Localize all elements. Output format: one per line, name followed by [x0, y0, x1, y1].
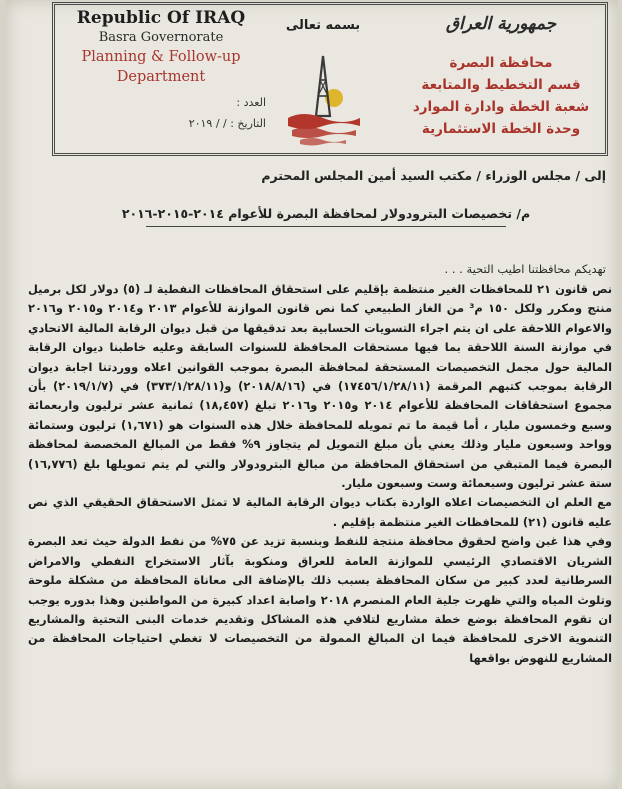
number-field: العدد : — [236, 96, 266, 109]
addressee-line: إلى / مجلس الوزراء / مكتب السيد أمين المجلس المحترم — [261, 168, 606, 183]
arabic-unit: وحدة الخطة الاستثمارية — [421, 121, 581, 137]
subject-line: م/ تخصيصات البترودولار لمحافظة البصرة للأعوام ٢٠١٤-٢٠١٥-٢٠١٦ — [121, 206, 531, 221]
greeting: تهديكم محافظتنا اطيب التحية . . . — [444, 262, 606, 276]
arabic-department: قسم التخطيط والمتابعة — [421, 77, 581, 93]
english-letterhead — [68, 6, 254, 87]
basmala-heading: بسمه تعالى — [285, 18, 361, 33]
letter-page — [6, 0, 618, 789]
arabic-letterhead — [398, 14, 604, 140]
body-paragraph-2: مع العلم ان التخصيصات اعلاه الواردة بكتاب ديوان الرقابة المالية لا تمثل الاستحقاق الحقيقي الذي نص عليه قانون (٢١) للمحافظات الغير منتظمة بإقليم . — [28, 495, 612, 529]
english-governorate: Basra Governorate — [98, 30, 224, 45]
basra-governorate-emblem — [278, 38, 368, 150]
english-country-name: Republic Of IRAQ — [76, 8, 246, 28]
subject-underline — [146, 226, 506, 227]
arabic-division: شعبة الخطة وادارة الموارد — [412, 99, 590, 115]
date-field: التاريخ : / / ٢٠١٩ — [188, 117, 266, 130]
english-department: Planning & Follow-up Department — [81, 49, 241, 85]
body-paragraph-1: نص قانون ٢١ للمحافظات الغير منتظمة بإقليم على استحقاق المحافظات النفطية لـ (٥) دولار لكل برميل منتج ومكرر ولكل ١٥٠ م³ من الغاز الطبيعي كما نص قانون الموازنة للأعوام ٢٠١٣ و٢٠١٤ و٢٠١٥ و٢٠١٦ والاعوام اللاحقة على ان يتم اجراء التسويات الحسابية بعد تدقيقها من قبل ديوان الرقابة المالية الاتحادي في موازنة السنة اللاحقة بما فيها مستحقات المحافظة للسنوات السابقة وعليه خاطبنا ديوان الرقابة المالية حول مجمل التخصيصات المستحقة لمحافظة البصرة بموجب القوانين اعلاه ووردتنا اجابة ديوان الرقابة بموجب كتبهم المرقمة (١٧٤٥٦/١/٢٨/١١) في (٢٠١٨/٨/١٦) و(٣٧٣/١/٢٨/١١) في (٢٠١٩/١/٧) بأن مجموع استحقاقات المحافظة للأعوام ٢٠١٤ و٢٠١٥ و٢٠١٦ تبلغ (١٨,٤٥٧) ثمانية عشر ترليون واربعمائة وسبع وخمسون مليار ، أما قيمة ما تم تمويله للمحافظة خلال هذه السنوات هو (١,٦٧١) ترليون وستمائة وواحد وسبعون مليار وذلك يعني بأن مبلغ التمويل لم يتجاوز ٩% فقط من المبالغ المخصصة لمحافظة البصرة فيما المتبقي من استحقاق المحافظة من مبالغ البترودولار والتي لم يتم تمويلها بلغ (١٦,٧٧٦) ستة عشر ترليون وسبعمائة وست وسبعون مليار. — [28, 282, 613, 491]
arabic-governorate: محافظة البصرة — [449, 55, 553, 71]
letter-body — [28, 280, 612, 668]
reference-fields — [106, 96, 266, 138]
body-paragraph-3: وفي هذا غبن واضح لحقوق محافظة منتجة للنفط وبنسبة تزيد عن ٧٥% من نفط الدولة حيث تعد البصرة الشريان الاقتصادي الرئيسي للموازنة العامة للعراق ومنكوبة بآثار الاستخراج النفطي والامراض السرطانية لعدد كبير من سكان المحافظة بسبب ذلك بالإضافة الى معاناة المحافظة من مشكلة ملوحة وتلوث المياه والتي ظهرت جلية العام المنصرم ٢٠١٨ واصابة اعداد كبيرة من المواطنين وهذا بدوره يوجب ان تقوم المحافظة بوضع خطة مشاريع لتلافي هذه المشاكل وتقديم خدمات البنى التحتية والمشاريع التنموية الاخرى للمحافظة فيما ان المبالغ الممولة من التخصيصات لا تغطي احتياجات المحافظة من المشاريع للنهوض بواقعها — [28, 534, 613, 665]
arabic-country-name: جمهورية العراق — [445, 14, 557, 34]
